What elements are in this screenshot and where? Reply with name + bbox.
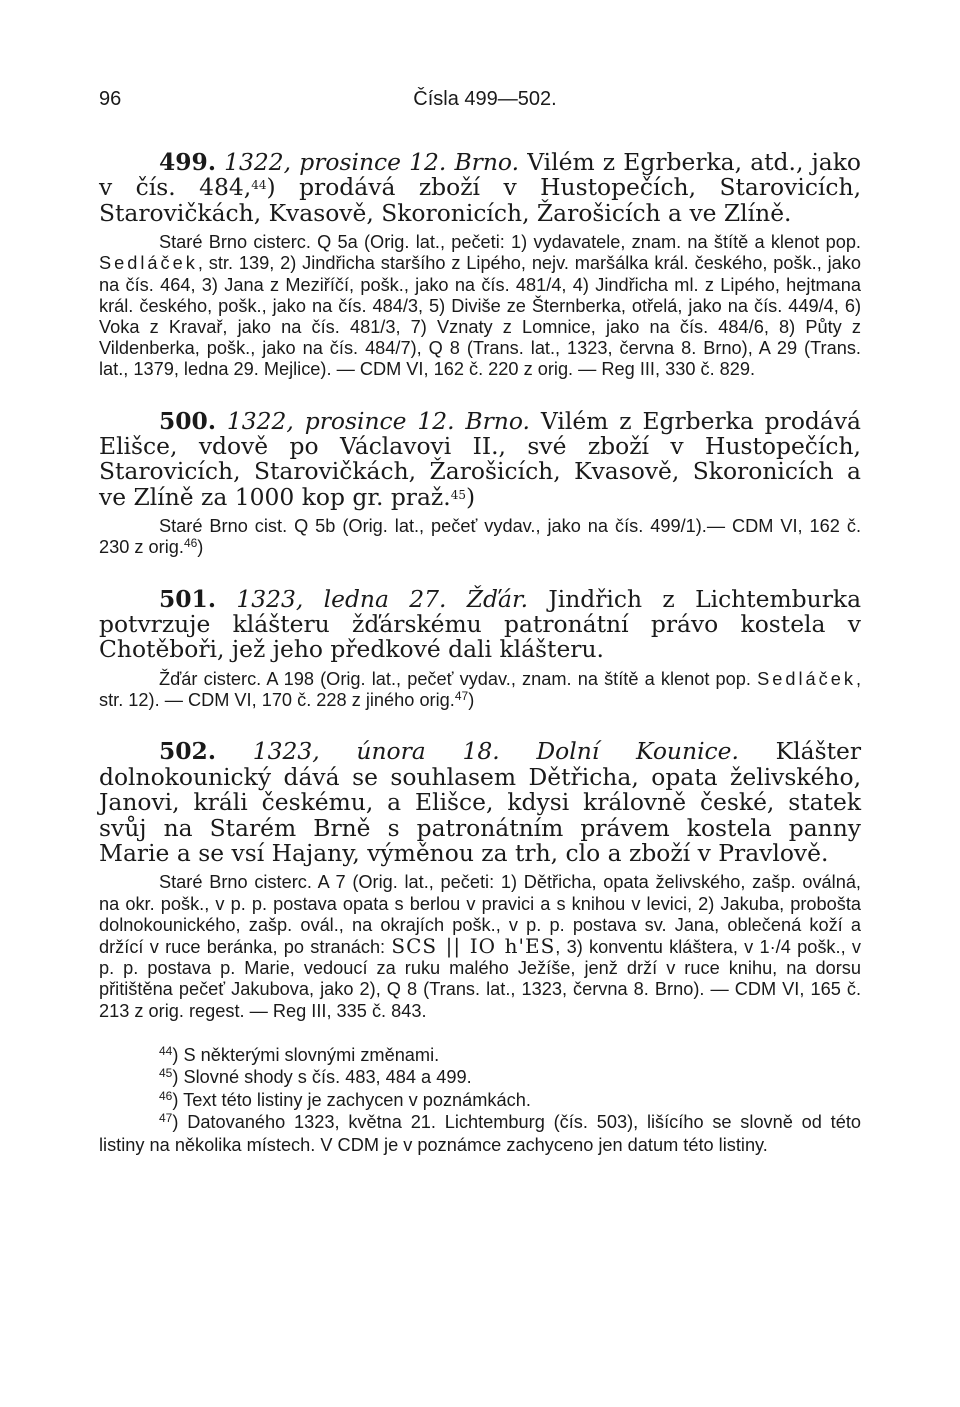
- entry-regest: [99, 150, 861, 226]
- entry-apparatus: [99, 232, 861, 380]
- apparatus-text: ): [468, 690, 475, 711]
- apparatus-text: Staré Brno cisterc. Q 5a (Orig. lat., pečeti: 1) vydavatele, znam. na štítě a klenot pop.: [159, 232, 861, 253]
- apparatus-text: Staré Brno cist. Q 5b (Orig. lat., pečeť vydav., jako na čís. 499/1).— CDM VI, 162 č. 230 z orig.: [99, 516, 861, 558]
- footnote-mark: 46: [159, 1088, 173, 1103]
- footnotes: [99, 1044, 861, 1157]
- entry-text: ): [465, 482, 476, 511]
- footnote-mark: 44: [159, 1043, 173, 1058]
- entry-text: Vilém z Egrberka prodává Elišce, vdově po Václavovi II., své zboží v Hustopečích, Starovicích, Starovičkách, Žarošicích, Kvasově, Skoronicích a ve Zlíně za 1000 kop gr. praž.: [99, 406, 861, 511]
- author-name: Sedláček: [99, 253, 198, 274]
- entry-apparatus: [99, 516, 861, 558]
- entry-number: 500.: [159, 406, 216, 435]
- footnote-mark: 47: [159, 1111, 173, 1126]
- footnote-ref: 44: [251, 178, 267, 193]
- footnote-ref: 45: [450, 487, 466, 502]
- entry-number: 502.: [159, 737, 216, 766]
- footnote-ref: 46: [183, 536, 198, 551]
- footnote-text: ) Slovné shody s čís. 483, 484 a 499.: [172, 1067, 472, 1088]
- footnote: [99, 1111, 861, 1156]
- author-name: Sedláček: [757, 668, 856, 689]
- entry-date: 1322, prosince 12. Brno.: [224, 148, 520, 176]
- footnote-text: ) Text této listiny je zachycen v poznámkách.: [172, 1089, 531, 1110]
- entry-regest: [99, 584, 862, 664]
- entry-date: 1322, prosince 12. Brno.: [226, 406, 530, 435]
- footnote-text: ) Datovaného 1323, května 21. Lichtemburg (čís. 503), lišícího se slovně od této listiny na několika místech. V CDM je v poznámce zachyceno jen datum této listiny.: [99, 1112, 861, 1155]
- entry-regest: [99, 406, 861, 511]
- page-content: [99, 150, 861, 1156]
- apparatus-text: , str. 139, 2) Jindřicha staršího z Lipého, nejv. maršálka král. českého, pošk., jako na čís. 464, 3) Jana z Meziříčí, pošk., jako na čís. 481/4, 4) Jindřicha ml. z Lipého, hejtmana král. českého, pošk., jako na čís. 484/3, 5) Diviše ze Šternberka, otřelá, jako na čís. 449/4, 6) Voka z Kravař, jako na čís. 481/3, 7) Vznaty z Lomnice, jako na čís. 484/6, 8) Půty z Vildenberka, pošk., jako na čís. 484/7), Q 8 (Trans. lat., 1323, června 8. Brno), A 29 (Trans. lat., 1379, ledna 29. Mejlice). — CDM VI, 162 č. 220 z orig. — Reg III, 330 č. 829.: [99, 253, 861, 380]
- apparatus-text: ): [197, 537, 204, 558]
- entry-501: [99, 584, 862, 712]
- seal-legend: SCS || IO h'ES: [391, 933, 556, 958]
- footnote-text: ) S některými slovnými změnami.: [172, 1044, 440, 1065]
- apparatus-text: , str. 12). — CDM VI, 170 č. 228 z jiného orig.: [99, 668, 861, 711]
- entry-date: 1323, února 18. Dolní Kounice.: [252, 737, 739, 766]
- page-number: 96: [99, 88, 122, 110]
- apparatus-text: Staré Brno cisterc. A 7 (Orig. lat., pečeti: 1) Dětřicha, opata želivského, zašp. oválná, na okr. pošk., v p. p. postava opata s berlou v pravici a s knihou v levici, 2) Jakuba, probošta dolnokounického, zašp. ovál., na okrajích pošk., v p. p. postava sv. Jana, oblečená koží a držící v ruce beránka, po stranách:: [99, 872, 861, 957]
- entry-regest: [99, 739, 861, 866]
- entry-text: Klášter dolnokounický dává se souhlasem Dětřicha, opata želivského, Janovi, králi českému, a Elišce, kdysi královně české, statek svůj na Starém Brně s patronátním právem kostela panny Marie a se vsí Hajany, výměnou za trh, clo a zboží v Pravlově.: [99, 737, 861, 867]
- entry-date: 1323, ledna 27. Žďár.: [236, 584, 529, 613]
- footnote-ref: 47: [454, 689, 469, 704]
- footnote: [99, 1066, 861, 1089]
- running-title: Čísla 499—502.: [413, 88, 557, 110]
- entry-500: [99, 406, 861, 559]
- footnote-mark: 45: [159, 1066, 173, 1081]
- footnote: [99, 1089, 861, 1112]
- apparatus-text: Žďár cisterc. A 198 (Orig. lat., pečeť vydav., znam. na štítě a klenot pop.: [159, 668, 751, 689]
- entry-apparatus: [99, 669, 861, 711]
- entry-apparatus: [99, 872, 861, 1021]
- entry-number: 499.: [159, 148, 216, 176]
- entry-text: ) prodává zboží v Hustopečích, Starovicích, Starovičkách, Kvasově, Skoronicích, Žarošicích a ve Zlíně.: [99, 173, 862, 227]
- entry-text: Jindřich z Lichtemburka potvrzuje klášteru žďárskému patronátní právo kostela v Chotěboři, jež jeho předkové dali klášteru.: [99, 584, 862, 664]
- entry-text: Vilém z Egrberka, atd., jako v čís. 484,: [99, 148, 862, 202]
- entry-499: [99, 150, 861, 381]
- entry-number: 501.: [159, 584, 216, 613]
- apparatus-text: , 3) konventu kláštera, v 1·/4 pošk., v p. p. postava p. Marie, vedoucí za ruku malého Ježíše, jenž drží v ruce knihu, na dorsu přitištěna pečeť Jakubova, jako 2), Q 8 (Trans. lat., 1323, června 8. Brno). — CDM VI, 165 č. 213 z orig. regest. — Reg III, 335 č. 843.: [99, 936, 861, 1021]
- entry-502: [99, 739, 861, 1021]
- footnote: [99, 1044, 861, 1067]
